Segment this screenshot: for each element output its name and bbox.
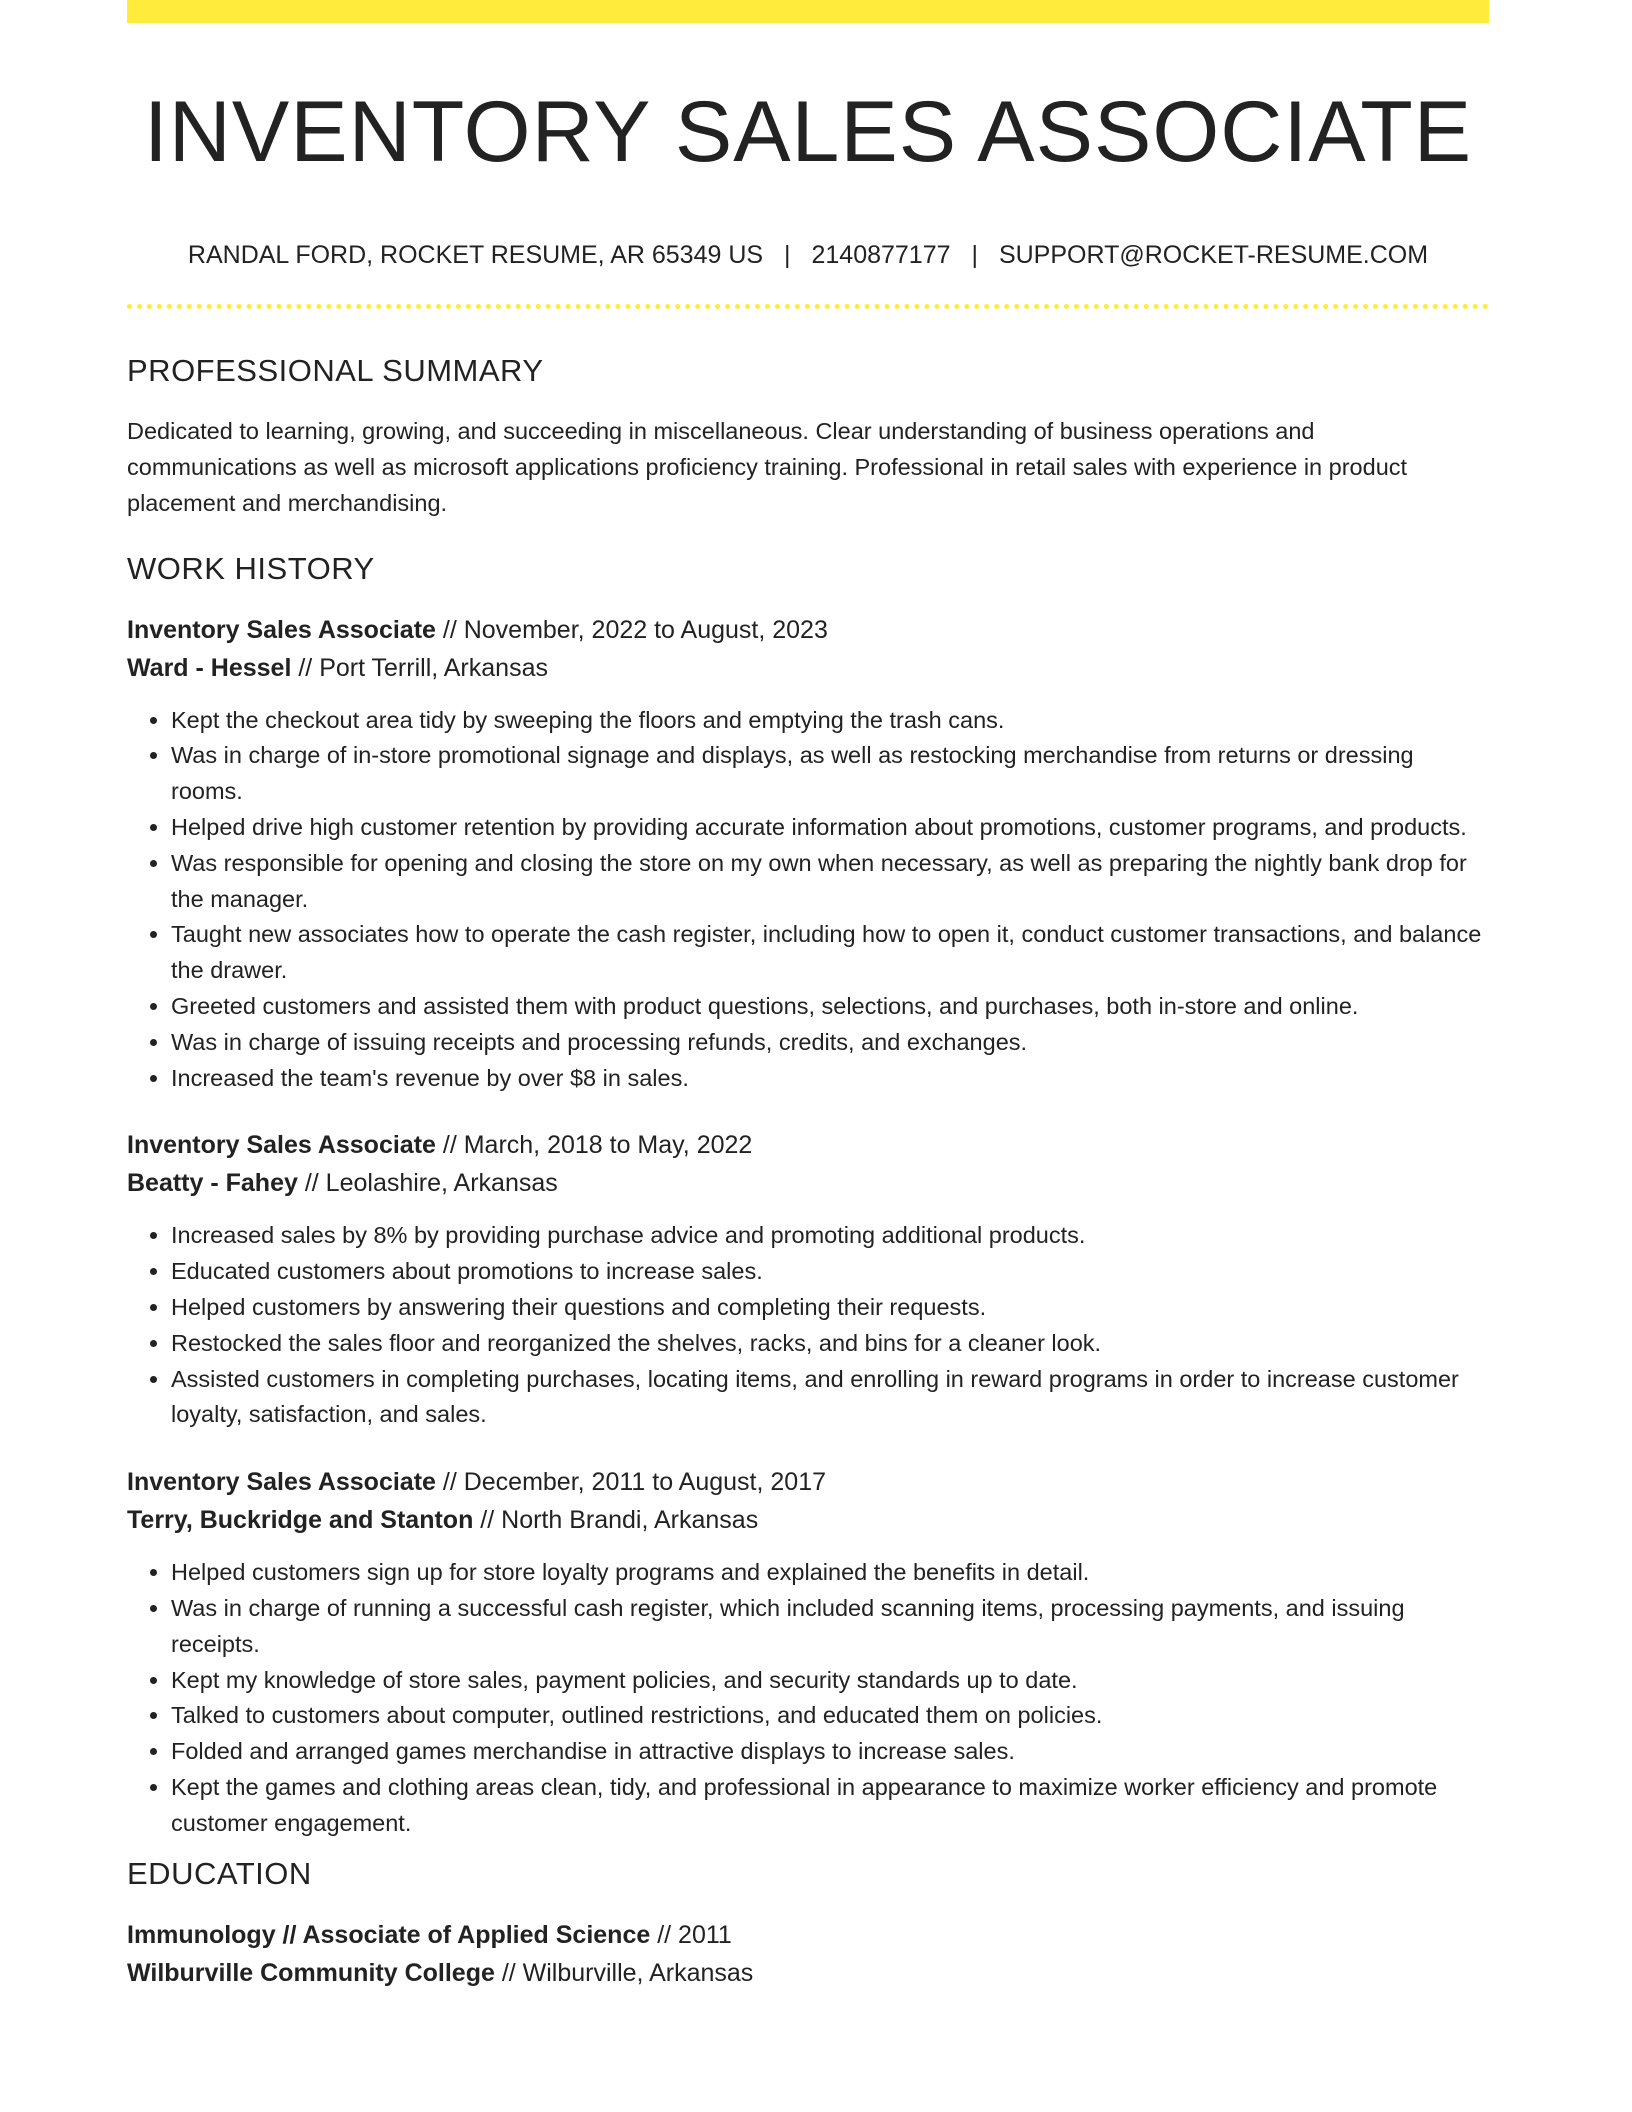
job-bullet: • Helped customers by answering their questions and completing their requests.	[171, 1290, 1489, 1326]
education-school-line	[127, 1954, 1489, 1992]
contact-email: SUPPORT@ROCKET-RESUME.COM	[998, 240, 1429, 269]
job-title-line	[127, 1463, 1489, 1501]
education-school: Wilburville Community College	[127, 1958, 495, 1987]
job-bullets	[127, 703, 1489, 1097]
job-title: Inventory Sales Associate	[127, 1131, 436, 1160]
job-company-line	[127, 1501, 1489, 1539]
dotted-divider	[127, 304, 1489, 309]
job-bullet: • Kept my knowledge of store sales, payment policies, and security standards up to date.	[171, 1663, 1489, 1699]
job-bullet: • Kept the games and clothing areas clean, tidy, and professional in appearance to maximize worker efficiency and promote customer engagement.	[171, 1770, 1489, 1842]
education-entry	[127, 1916, 1489, 1992]
job-bullet: • Helped drive high customer retention by providing accurate information about promotions, customer programs, and products.	[171, 810, 1489, 846]
job-location: // North Brandi, Arkansas	[473, 1506, 759, 1535]
job-bullet: • Helped customers sign up for store loyalty programs and explained the benefits in detail.	[171, 1555, 1489, 1591]
resume-page	[127, 0, 1489, 1992]
job-bullet: • Was in charge of running a successful cash register, which included scanning items, processing payments, and issuing receipts.	[171, 1591, 1489, 1663]
job-entry	[127, 1463, 1489, 1841]
job-bullet: • Was in charge of issuing receipts and processing refunds, credits, and exchanges.	[171, 1025, 1489, 1061]
job-title: Inventory Sales Associate	[127, 1468, 436, 1497]
education-heading: EDUCATION	[127, 1855, 312, 1891]
job-bullet: • Kept the checkout area tidy by sweeping the floors and emptying the trash cans.	[171, 703, 1489, 739]
job-company: Terry, Buckridge and Stanton	[127, 1506, 474, 1535]
job-title-line	[127, 611, 1489, 649]
job-bullet: • Folded and arranged games merchandise in attractive displays to increase sales.	[171, 1734, 1489, 1770]
job-company-line	[127, 1164, 1489, 1202]
job-bullet: • Educated customers about promotions to increase sales.	[171, 1254, 1489, 1290]
job-entry	[127, 611, 1489, 1097]
contact-phone: 2140877177	[811, 240, 951, 269]
education-location: // Wilburville, Arkansas	[494, 1958, 754, 1987]
job-bullet: • Talked to customers about computer, outlined restrictions, and educated them on policies.	[171, 1698, 1489, 1734]
summary-text: Dedicated to learning, growing, and succeeding in miscellaneous. Clear understanding of business operations and communications as well as microsoft applications proficiency training. Professional in retail sales with experience in product placement and merchandising.	[127, 417, 1408, 516]
job-company: Ward - Hessel	[127, 653, 292, 682]
education-degree: Immunology // Associate of Applied Science	[127, 1920, 651, 1949]
contact-address: RANDAL FORD, ROCKET RESUME, AR 65349 US	[187, 240, 764, 269]
job-bullet: • Was in charge of in-store promotional signage and displays, as well as restocking merchandise from returns or dressing rooms.	[171, 738, 1489, 810]
job-title-line	[127, 1126, 1489, 1164]
job-bullet: • Greeted customers and assisted them with product questions, selections, and purchases, both in-store and online.	[171, 989, 1489, 1025]
job-company: Beatty - Fahey	[127, 1169, 298, 1198]
job-bullet: • Increased the team's revenue by over $8 in sales.	[171, 1061, 1489, 1097]
contact-separator: |	[971, 240, 978, 269]
job-bullet: • Was responsible for opening and closing the store on my own when necessary, as well as preparing the nightly bank drop for the manager.	[171, 846, 1489, 918]
job-company-line	[127, 649, 1489, 687]
job-dates: // November, 2022 to August, 2023	[435, 615, 828, 644]
job-bullet: • Restocked the sales floor and reorganized the shelves, racks, and bins for a cleaner look.	[171, 1326, 1489, 1362]
job-entry	[127, 1126, 1489, 1433]
resume-title: INVENTORY SALES ASSOCIATE	[143, 84, 1473, 180]
job-dates: // December, 2011 to August, 2017	[435, 1468, 827, 1497]
education-degree-line	[127, 1916, 1489, 1954]
job-title: Inventory Sales Associate	[127, 615, 436, 644]
summary-heading: PROFESSIONAL SUMMARY	[127, 352, 544, 388]
job-bullet: • Assisted customers in completing purchases, locating items, and enrolling in reward programs in order to increase customer loyalty, satisfaction, and sales.	[171, 1362, 1489, 1434]
contact-line	[127, 240, 1489, 270]
job-bullets	[127, 1555, 1489, 1841]
contact-separator: |	[784, 240, 791, 269]
job-bullet: • Taught new associates how to operate the cash register, including how to open it, conduct customer transactions, and balance the drawer.	[171, 917, 1489, 989]
top-accent-bar	[127, 0, 1489, 23]
job-location: // Leolashire, Arkansas	[297, 1169, 558, 1198]
work-history-heading: WORK HISTORY	[127, 550, 375, 586]
job-bullets	[127, 1218, 1489, 1433]
job-bullet: • Increased sales by 8% by providing purchase advice and promoting additional products.	[171, 1218, 1489, 1254]
education-year: // 2011	[650, 1920, 732, 1949]
job-location: // Port Terrill, Arkansas	[291, 653, 548, 682]
job-dates: // March, 2018 to May, 2022	[435, 1131, 753, 1160]
